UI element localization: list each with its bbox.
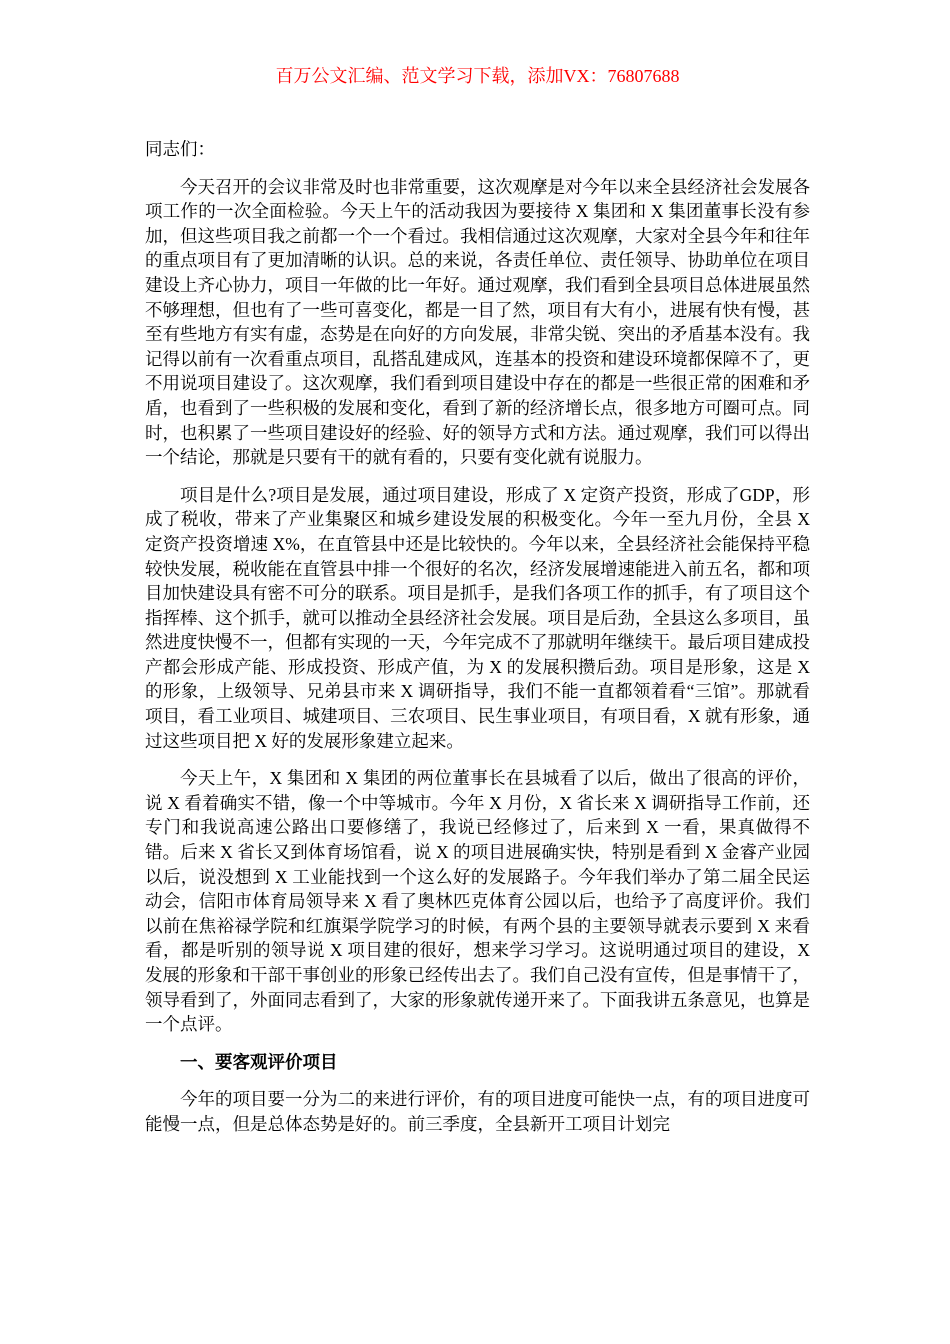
document-body — [145, 137, 810, 1137]
promo-banner-text: 百万公文汇编、范文学习下载，添加VX：76807688 — [275, 66, 680, 86]
paragraph-4: 今年的项目要一分为二的来进行评价，有的项目进度可能快一点，有的项目进度可能慢一点，但是总体态势是好的。前三季度，全县新开工项目计划完 — [145, 1089, 810, 1134]
salutation: 同志们： — [145, 139, 215, 159]
paragraph-1: 今天召开的会议非常及时也非常重要，这次观摩是对今年以来全县经济社会发展各项工作的一次全面检验。今天上午的活动我因为要接待 X 集团和 X 集团董事长没有参加，但这些项目我之前都一个一个看过。我相信通过这次观摩，大家对全县今年和往年的重点项目有了更加清晰的认识。总的来说，各责任单位、责任领导、协助单位在项目建设上齐心协力，项目一年做的比一年好。通过观摩，我们看到全县项目总体进展虽然不够理想，但也有了一些可喜变化，都是一目了然，项目有大有小，进展有快有慢，甚至有些地方有实有虚，态势是在向好的方向发展，非常尖锐、突出的矛盾基本没有。我记得以前有一次看重点项目，乱搭乱建成风，连基本的投资和建设环境都保障不了，更不用说项目建设了。这次观摩，我们看到项目建设中存在的都是一些很正常的困难和矛盾，也看到了一些积极的发展和变化，看到了新的经济增长点，很多地方可圈可点。同时，也积累了一些项目建设好的经验、好的领导方式和方法。通过观摩，我们可以得出一个结论，那就是只要有干的就有看的，只要有变化就有说服力。 — [145, 176, 810, 468]
paragraph-3: 今天上午，X 集团和 X 集团的两位董事长在县城看了以后，做出了很高的评价，说 X 看着确实不错，像一个中等城市。今年 X 月份，X 省长来 X 调研指导工作前，还专门和我说高速公路出口要修缮了，我说已经修过了，后来到 X 一看，果真做得不错。后来 X 省长又到体育场馆看，说 X 的项目进展确实快，特别是看到 X 金睿产业园以后，说没想到 X 工业能找到一个这么好的发展路子。今年我们举办了第二届全民运动会，信阳市体育局领导来 X 看了奥林匹克体育公园以后，也给予了高度评价。我们以前在焦裕禄学院和红旗渠学院学习的时候，有两个县的主要领导就表示要到 X 来看看，都是听别的领导说 X 项目建的很好，想来学习学习。这说明通过项目的建设，X 发展的形象和干部干事创业的形象已经传出去了。我们自己没有宣传，但是事情干了，领导看到了，外面同志看到了，大家的形象就传递开来了。下面我讲五条意见，也算是一个点评。 — [145, 768, 810, 1035]
section-heading: 一、要客观评价项目 — [180, 1051, 338, 1072]
paragraph-2: 项目是什么?项目是发展，通过项目建设，形成了 X 定资产投资，形成了GDP，形成了税收，带来了产业集聚区和城乡建设发展的积极变化。今年一至九月份，全县 X 定资产投资增速 X%，在直管县中还是比较快的。今年以来，全县经济社会能保持平稳较快发展，税收能在直管县中排一个很好的名次，经济发展增速能进入前五名，都和项目加快建设具有密不可分的联系。项目是抓手，是我们各项工作的抓手，有了项目这个指挥棒、这个抓手，就可以推动全县经济社会发展。项目是后劲，全县这么多项目，虽然进度快慢不一，但都有实现的一天，今年完成不了那就明年继续干。最后项目建成投产都会形成产能、形成投资、形成产值，为 X 的发展积攒后劲。项目是形象，这是 X 的形象，上级领导、兄弟县市来 X 调研指导，我们不能一直都领着看“三馆”。那就看项目，看工业项目、城建项目、三农项目、民生事业项目，有项目看，X 就有形象，通过这些项目把 X 好的发展形象建立起来。 — [145, 484, 810, 751]
